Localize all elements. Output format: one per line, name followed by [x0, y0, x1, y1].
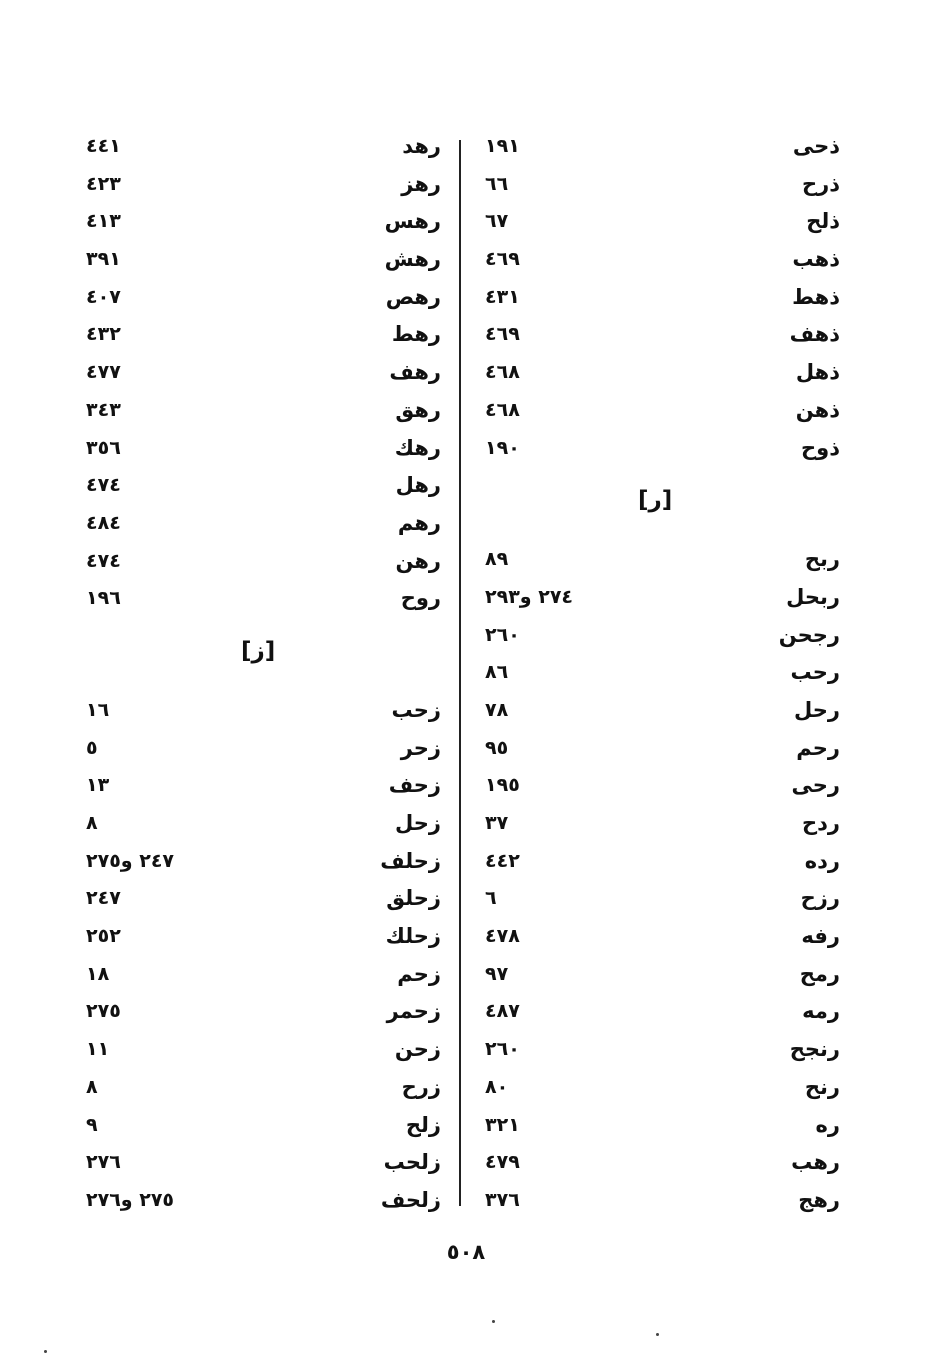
entry-page-ref: ٤٧٤: [86, 549, 121, 572]
entry-page-ref: ٤٨٤: [86, 511, 121, 534]
index-entry: [485, 920, 840, 958]
index-entry: [485, 1033, 840, 1071]
index-entry: [485, 581, 840, 619]
scan-speck: [44, 1350, 47, 1353]
section-heading-ra: [485, 469, 840, 543]
entry-word: زلح: [405, 1112, 441, 1137]
index-entry: [86, 845, 441, 883]
right-entries-ra: [485, 543, 840, 1221]
entry-page-ref: ٤٦٩: [485, 323, 520, 346]
entry-word: ذرح: [801, 171, 840, 196]
entry-word: رهس: [384, 209, 441, 234]
entry-word: رمح: [799, 961, 840, 986]
entry-word: زحل: [395, 811, 441, 835]
entry-page-ref: ٢٧٤ و٢٩٣: [485, 585, 574, 608]
entry-word: رهن: [395, 548, 441, 573]
index-entry: [86, 469, 441, 507]
entry-page-ref: ٤٤١: [86, 135, 121, 157]
index-entry: [86, 205, 441, 243]
index-entry: [86, 356, 441, 394]
index-entry: [86, 168, 441, 206]
entry-word: ردح: [801, 811, 840, 835]
entry-word: رحل: [794, 697, 840, 722]
entry-page-ref: ٨٩: [485, 548, 509, 571]
left-entries-ra: [86, 130, 441, 620]
entry-word: زحلك: [385, 924, 441, 949]
index-entry: [485, 543, 840, 581]
index-entry: [86, 732, 441, 770]
entry-word: ذحى: [792, 134, 840, 158]
entry-word: ربحل: [786, 584, 840, 609]
index-entry: [485, 882, 840, 920]
right-column: [485, 130, 840, 1222]
index-entry: [485, 356, 840, 394]
entry-page-ref: ٩٥: [485, 736, 509, 759]
entry-page-ref: ١٩٠: [485, 436, 520, 459]
index-entry: [86, 507, 441, 545]
entry-page-ref: ٩٧: [485, 962, 509, 985]
entry-page-ref: ٣٧٦: [485, 1188, 520, 1211]
entry-page-ref: ٤٣٢: [86, 323, 121, 346]
entry-page-ref: ١٩٥: [485, 774, 520, 797]
index-entry: [485, 1184, 840, 1222]
entry-word: رهك: [394, 435, 441, 460]
entry-word: رهف: [389, 360, 441, 385]
index-entry: [485, 281, 840, 319]
entry-page-ref: ٤٢٣: [86, 172, 121, 195]
entry-page-ref: ١٦: [86, 698, 110, 721]
entry-word: زحلف: [380, 848, 441, 873]
entry-page-ref: ٤٦٨: [485, 361, 520, 384]
entry-word: رهش: [384, 247, 441, 272]
index-entry: [86, 769, 441, 807]
entry-word: ره: [815, 1112, 840, 1137]
index-entry: [485, 656, 840, 694]
entry-word: ذلح: [806, 209, 840, 234]
index-entry: [86, 394, 441, 432]
entry-page-ref: ٤٧٨: [485, 925, 520, 948]
entry-page-ref: ٨٠: [485, 1075, 509, 1098]
index-entry: [485, 995, 840, 1033]
entry-page-ref: ١١: [86, 1038, 110, 1061]
index-entry: [86, 807, 441, 845]
index-entry: [485, 432, 840, 470]
entry-word: رنح: [804, 1074, 840, 1099]
right-entries-dhal: [485, 130, 840, 469]
entry-word: ربح: [804, 547, 840, 572]
entry-page-ref: ٣٢١: [485, 1113, 520, 1136]
entry-page-ref: ١٣: [86, 774, 110, 797]
entry-word: رفه: [801, 924, 840, 949]
index-entry: [485, 130, 840, 168]
index-entry: [485, 243, 840, 281]
entry-page-ref: ٦: [485, 887, 497, 910]
index-entry: [86, 281, 441, 319]
index-entry: [86, 882, 441, 920]
entry-word: رمه: [802, 999, 840, 1024]
entry-word: رهط: [391, 322, 441, 347]
entry-page-ref: ٣٤٣: [86, 398, 121, 421]
entry-word: رده: [804, 848, 840, 873]
index-entry: [485, 205, 840, 243]
entry-word: رهج: [798, 1187, 840, 1212]
entry-word: زحلق: [386, 886, 441, 911]
entry-word: روح: [400, 586, 441, 611]
entry-word: ذهن: [795, 397, 840, 422]
entry-page-ref: ٤٧٧: [86, 361, 121, 384]
entry-page-ref: ٤٤٢: [485, 849, 520, 872]
left-entries-zay: [86, 694, 441, 1222]
index-entry: [485, 168, 840, 206]
index-entry: [485, 394, 840, 432]
entry-word: زحن: [394, 1037, 441, 1062]
entry-word: زحر: [400, 735, 441, 760]
entry-word: رزح: [800, 886, 840, 911]
entry-word: رهل: [395, 473, 441, 498]
entry-word: زلحف: [380, 1187, 441, 1212]
entry-page-ref: ٤٧٤: [86, 474, 121, 497]
entry-page-ref: ٢٧٦: [86, 1151, 121, 1174]
column-divider: [459, 140, 461, 1206]
index-entry: [86, 1033, 441, 1071]
page-number: ٥٠٨: [446, 1240, 486, 1264]
entry-word: رهز: [401, 171, 441, 196]
index-entry: [86, 694, 441, 732]
entry-page-ref: ٢٤٧: [86, 887, 121, 910]
entry-word: زحف: [388, 773, 441, 798]
index-entry: [485, 1109, 840, 1147]
scan-speck: [656, 1333, 659, 1336]
index-entry: [86, 1071, 441, 1109]
index-entry: [86, 1146, 441, 1184]
section-label: [ز]: [241, 637, 276, 664]
entry-page-ref: ٤٦٩: [485, 248, 520, 271]
section-label: [ر]: [638, 487, 673, 514]
entry-page-ref: ١٩٦: [86, 587, 121, 610]
entry-page-ref: ٤٦٨: [485, 398, 520, 421]
entry-page-ref: ٣٥٦: [86, 436, 121, 459]
entry-page-ref: ٤٧٩: [485, 1151, 520, 1174]
entry-word: رجحن: [778, 622, 840, 647]
entry-page-ref: ٩: [86, 1113, 98, 1136]
entry-word: ذهف: [789, 322, 840, 347]
entry-page-ref: ٦٦: [485, 172, 509, 195]
index-entry: [86, 582, 441, 620]
entry-page-ref: ١٨: [86, 962, 110, 985]
index-entry: [86, 1109, 441, 1147]
scan-speck: [492, 1320, 495, 1323]
entry-page-ref: ٢٧٥ و٢٧٦: [86, 1188, 175, 1211]
index-entry: [86, 130, 441, 168]
entry-page-ref: ٣٩١: [86, 248, 121, 271]
entry-page-ref: ٧٨: [485, 698, 509, 721]
entry-word: رهب: [791, 1150, 840, 1175]
entry-word: زحب: [391, 697, 441, 722]
entry-page-ref: ٨٦: [485, 661, 509, 684]
index-entry: [485, 1071, 840, 1109]
entry-page-ref: ٣٧: [485, 812, 509, 834]
index-entry: [485, 732, 840, 770]
entry-page-ref: ٤١٣: [86, 210, 121, 233]
index-entry: [485, 1146, 840, 1184]
entry-word: زحم: [397, 961, 441, 986]
index-entry: [485, 619, 840, 657]
entry-page-ref: ٢٤٧ و٢٧٥: [86, 849, 175, 872]
index-entry: [485, 318, 840, 356]
entry-page-ref: ٢٦٠: [485, 623, 520, 646]
entry-page-ref: ١٩١: [485, 135, 520, 157]
index-entry: [86, 958, 441, 996]
index-entry: [485, 769, 840, 807]
entry-page-ref: ٨: [86, 1075, 98, 1098]
entry-word: رهد: [402, 134, 441, 158]
index-entry: [86, 545, 441, 583]
entry-word: رنجح: [789, 1037, 840, 1062]
entry-page-ref: ٢٥٢: [86, 925, 121, 948]
entry-word: رهم: [397, 510, 441, 535]
entry-page-ref: ٢٧٥: [86, 1000, 121, 1023]
entry-page-ref: ٤٣١: [485, 285, 520, 308]
index-entry: [86, 1184, 441, 1222]
entry-word: رحب: [790, 660, 840, 685]
entry-word: رحم: [796, 735, 840, 760]
entry-word: ذهل: [795, 360, 840, 385]
index-entry: [86, 920, 441, 958]
entry-page-ref: ٢٦٠: [485, 1038, 520, 1061]
index-entry: [86, 243, 441, 281]
entry-word: رهص: [385, 284, 441, 309]
index-entry: [485, 958, 840, 996]
entry-word: ذهب: [792, 247, 840, 272]
index-entry: [485, 807, 840, 845]
index-entry: [485, 845, 840, 883]
entry-page-ref: ٤٨٧: [485, 1000, 520, 1023]
entry-page-ref: ٤٠٧: [86, 285, 121, 308]
index-entry: [86, 318, 441, 356]
entry-page-ref: ٦٧: [485, 210, 509, 233]
entry-word: ذهط: [792, 284, 840, 309]
entry-word: ذوح: [801, 435, 840, 460]
entry-word: زرح: [401, 1074, 441, 1099]
entry-word: زحمر: [386, 999, 441, 1024]
entry-word: رحى: [791, 773, 840, 798]
left-column: [86, 130, 441, 1222]
index-entry: [485, 694, 840, 732]
index-entry: [86, 432, 441, 470]
entry-word: زلحب: [383, 1150, 441, 1175]
entry-word: رهق: [395, 397, 441, 422]
entry-page-ref: ٥: [86, 736, 98, 759]
entry-page-ref: ٨: [86, 812, 98, 834]
section-heading-zay: [86, 620, 441, 694]
index-entry: [86, 995, 441, 1033]
